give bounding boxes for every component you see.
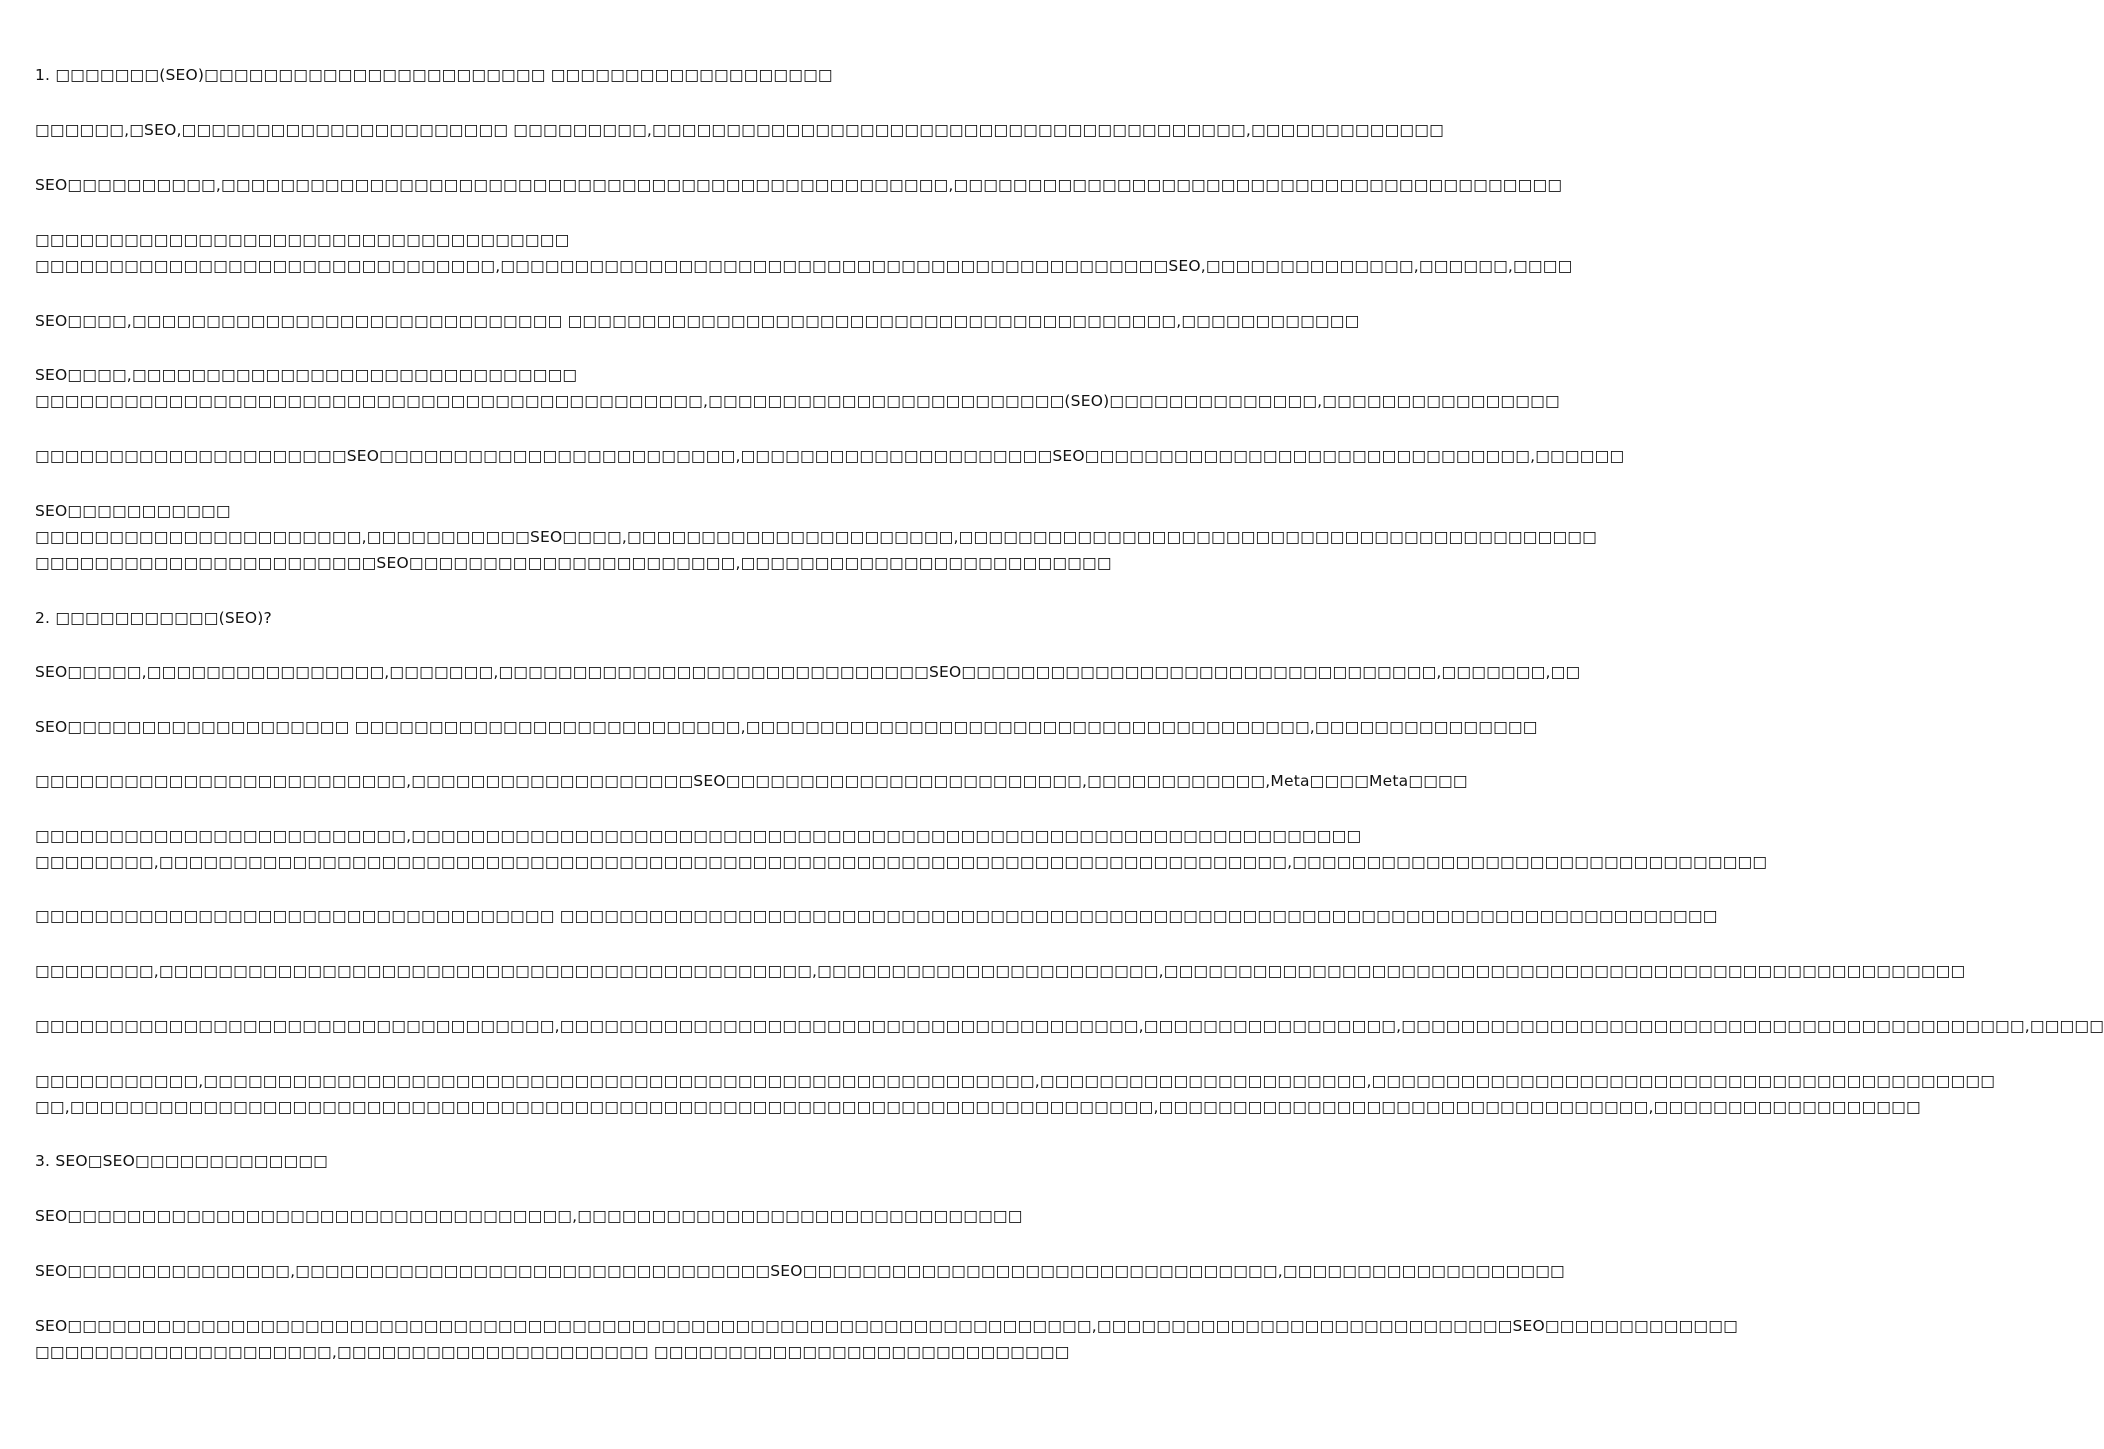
paragraph xyxy=(35,1013,2104,1039)
paragraph xyxy=(35,172,1563,198)
paragraph xyxy=(35,308,1360,334)
text-line: □□□□□□□□,□□□□□□□□□□□□□□□□□□□□□□□□□□□□□□□□□□□□□□□□□□□□□□□□□□□□□□□□□□□□□□□□□□□□□□□□□□□□,□□□□□□□□□□□□□□□□□□□□□□□□□□□□□□□□ xyxy=(35,853,1768,871)
paragraph xyxy=(35,443,1625,469)
text-line: SEO□□□□□□□□□□□□□□□□□□□□□□□□□□□□□□□□□□,□□□□□□□□□□□□□□□□□□□□□□□□□□□□□□ xyxy=(35,1207,1023,1225)
text-line: □□,□□□□□□□□□□□□□□□□□□□□□□□□□□□□□□□□□□□□□□□□□□□□□□□□□□□□□□□□□□□□□□□□□□□□□□□□□,□□□□□□□□□□□□□□□□□□□□□□□□□□□□□□□□□,□□□□□□□□□□□□□□□□□□ xyxy=(35,1098,1921,1116)
text-line: □□□□□□□□□□□□□□□□□□□□□□□□□□□□□□□□□□□ □□□□□□□□□□□□□□□□□□□□□□□□□□□□□□□□□□□□□□□□□□□□□□□□□□□□□□□□□□□□□□□□□□□□□□□□□□□□□□ xyxy=(35,907,1718,925)
text-line: □□□□□□□□□□□□□□□□□□□□□□□□□□□□□□□□□□□,□□□□□□□□□□□□□□□□□□□□□□□□□□□□□□□□□□□□□□□,□□□□□□□□□□□□□□□□□,□□□□□□□□□□□□□□□□□□□□□□□□□□□□□□□□□□□□□□□□□□,□□□□□ xyxy=(35,1017,2104,1035)
heading-section-2 xyxy=(35,605,990,631)
paragraph xyxy=(35,1313,1738,1365)
paragraph xyxy=(35,659,1581,685)
paragraph xyxy=(35,903,1718,929)
text-line: SEO□□□□□□□□□□□□□□□□□□□ □□□□□□□□□□□□□□□□□□□□□□□□□□,□□□□□□□□□□□□□□□□□□□□□□□□□□□□□□□□□□□□□□,□□□□□□□□□□□□□□□ xyxy=(35,718,1538,736)
text-line: □□□□□□,□SEO,□□□□□□□□□□□□□□□□□□□□□□ □□□□□□□□□,□□□□□□□□□□□□□□□□□□□□□□□□□□□□□□□□□□□□□□□□,□□□□□□□□□□□□□ xyxy=(35,121,1444,139)
text-line: □□□□□□□□,□□□□□□□□□□□□□□□□□□□□□□□□□□□□□□□□□□□□□□□□□□□□,□□□□□□□□□□□□□□□□□□□□□□□,□□□□□□□□□□□□□□□□□□□□□□□□□□□□□□□□□□□□□□□□□□□□□□□□□□□□□□ xyxy=(35,962,1966,980)
text-line: SEO□□□□□□□□□□,□□□□□□□□□□□□□□□□□□□□□□□□□□□□□□□□□□□□□□□□□□□□□□□□□,□□□□□□□□□□□□□□□□□□□□□□□□□□□□□□□□□□□□□□□□□ xyxy=(35,176,1563,194)
text-line: □□□□□□□□□□□□□□□□□□□□□□,□□□□□□□□□□□SEO□□□□,□□□□□□□□□□□□□□□□□□□□□□,□□□□□□□□□□□□□□□□□□□□□□□□□□□□□□□□□□□□□□□□□□□ xyxy=(35,528,1597,546)
text-line: □□□□□□□□□□□,□□□□□□□□□□□□□□□□□□□□□□□□□□□□□□□□□□□□□□□□□□□□□□□□□□□□□□□□,□□□□□□□□□□□□□□□□□□□□□□,□□□□□□□□□□□□□□□□□□□□□□□□□□□□□□□□□□□□□□□□□□ xyxy=(35,1072,1996,1090)
text-line: SEO□□□□,□□□□□□□□□□□□□□□□□□□□□□□□□□□□□ □□□□□□□□□□□□□□□□□□□□□□□□□□□□□□□□□□□□□□□□□,□□□□□□□□□□□□ xyxy=(35,312,1360,330)
text-line: 3. SEO□SEO□□□□□□□□□□□□□ xyxy=(35,1152,329,1170)
text-line: SEO□□□□□□□□□□□□□□□,□□□□□□□□□□□□□□□□□□□□□□□□□□□□□□□□SEO□□□□□□□□□□□□□□□□□□□□□□□□□□□□□□□□,□□□□□□□□□□□□□□□□□□□ xyxy=(35,1262,1565,1280)
paragraph xyxy=(35,1258,1565,1284)
paragraph xyxy=(35,714,1538,740)
text-line: □□□□□□□□□□□□□□□□□□□□□□□□□□□□□□□,□□□□□□□□□□□□□□□□□□□□□□□□□□□□□□□□□□□□□□□□□□□□□SEO,□□□□□□□□□□□□□□,□□□□□□,□□□□ xyxy=(35,257,1573,275)
paragraph xyxy=(35,1068,1996,1120)
paragraph xyxy=(35,823,1768,875)
text-line: □□□□□□□□□□□□□□□□□□□□□□□SEO□□□□□□□□□□□□□□□□□□□□□□,□□□□□□□□□□□□□□□□□□□□□□□□□ xyxy=(35,554,1112,572)
heading-section-1 xyxy=(35,62,990,88)
text-line: 1. □□□□□□□(SEO)□□□□□□□□□□□□□□□□□□□□□□□ □□□□□□□□□□□□□□□□□□□ xyxy=(35,66,833,84)
text-line: SEO□□□□□□□□□□□□□□□□□□□□□□□□□□□□□□□□□□□□□□□□□□□□□□□□□□□□□□□□□□□□□□□□□□□□□,□□□□□□□□□□□□□□□□□□□□□□□□□□□□SEO□□□□□□□□□□□□□ xyxy=(35,1317,1738,1335)
text-line: SEO□□□□□□□□□□□ xyxy=(35,502,231,520)
text-line: □□□□□□□□□□□□□□□□□□□□□□□□□□□□□□□□□□□□□□□□□□□□□,□□□□□□□□□□□□□□□□□□□□□□□□(SEO)□□□□□□□□□□□□□□,□□□□□□□□□□□□□□□□ xyxy=(35,392,1560,410)
paragraph xyxy=(35,227,1573,279)
text-line: □□□□□□□□□□□□□□□□□□□□□□□□□□□□□□□□□□□□ xyxy=(35,231,570,249)
text-line: SEO□□□□□,□□□□□□□□□□□□□□□□,□□□□□□□,□□□□□□□□□□□□□□□□□□□□□□□□□□□□□SEO□□□□□□□□□□□□□□□□□□□□□□□□□□□□□□□□,□□□□□□□,□□ xyxy=(35,663,1581,681)
paragraph xyxy=(35,362,1560,414)
text-line: □□□□□□□□□□□□□□□□□□□□,□□□□□□□□□□□□□□□□□□□□□ □□□□□□□□□□□□□□□□□□□□□□□□□□□□ xyxy=(35,1343,1070,1361)
paragraph xyxy=(35,1203,1023,1229)
heading-section-3 xyxy=(35,1148,990,1174)
paragraph xyxy=(35,958,1966,984)
paragraph xyxy=(35,498,1597,576)
text-line: □□□□□□□□□□□□□□□□□□□□□□□□□,□□□□□□□□□□□□□□□□□□□□□□□□□□□□□□□□□□□□□□□□□□□□□□□□□□□□□□□□□□□□□□□□ xyxy=(35,827,1362,845)
text-line: □□□□□□□□□□□□□□□□□□□□□□□□□,□□□□□□□□□□□□□□□□□□□SEO□□□□□□□□□□□□□□□□□□□□□□□□,□□□□□□□□□□□□,Meta□□□□Meta□□□□ xyxy=(35,772,1468,790)
text-line: 2. □□□□□□□□□□□(SEO)? xyxy=(35,609,272,627)
text-line: SEO□□□□,□□□□□□□□□□□□□□□□□□□□□□□□□□□□□□ xyxy=(35,366,578,384)
paragraph xyxy=(35,768,1468,794)
paragraph xyxy=(35,117,1444,143)
text-line: □□□□□□□□□□□□□□□□□□□□□SEO□□□□□□□□□□□□□□□□□□□□□□□□,□□□□□□□□□□□□□□□□□□□□□SEO□□□□□□□□□□□□□□□□□□□□□□□□□□□□□□,□□□□□□ xyxy=(35,447,1625,465)
